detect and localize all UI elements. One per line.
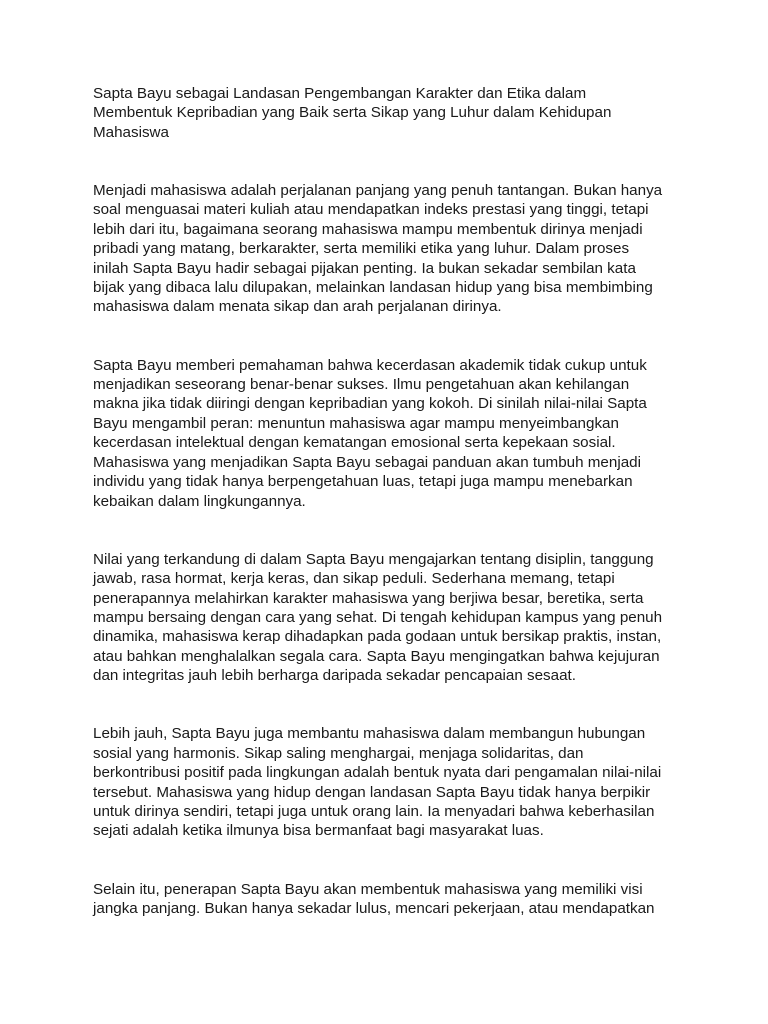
text-line: Bayu mengambil peran: menuntun mahasiswa agar mampu menyeimbangkan xyxy=(93,414,619,432)
text-line: Mahasiswa yang menjadikan Sapta Bayu sebagai panduan akan tumbuh menjadi xyxy=(93,453,641,471)
paragraph-4 xyxy=(93,724,683,840)
text-line: tersebut. Mahasiswa yang hidup dengan landasan Sapta Bayu tidak hanya berpikir xyxy=(93,783,651,801)
text-line: atau bahkan menghalalkan segala cara. Sapta Bayu mengingatkan bahwa kejujuran xyxy=(93,647,660,665)
text-line: individu yang tidak hanya berpengetahuan luas, tetapi juga mampu menebarkan xyxy=(93,473,633,491)
text-line: menjadikan seseorang benar-benar sukses. Ilmu pengetahuan akan kehilangan xyxy=(93,376,630,394)
text-line: dinamika, mahasiswa kerap dihadapkan pada godaan untuk bersikap praktis, instan, xyxy=(93,628,662,646)
title-line: Sapta Bayu sebagai Landasan Pengembangan Karakter dan Etika dalam xyxy=(93,85,587,102)
text-line: Nilai yang terkandung di dalam Sapta Bayu mengajarkan tentang disiplin, tanggung xyxy=(93,550,654,568)
paragraph-1 xyxy=(93,181,683,317)
document-title xyxy=(93,84,683,142)
text-line: Menjadi mahasiswa adalah perjalanan panjang yang penuh tantangan. Bukan hanya xyxy=(93,182,663,200)
text-line: kebaikan dalam lingkungannya. xyxy=(93,492,306,510)
text-line: Selain itu, penerapan Sapta Bayu akan membentuk mahasiswa yang memiliki visi xyxy=(93,880,643,898)
title-line: Mahasiswa xyxy=(93,123,169,141)
text-line: jangka panjang. Bukan hanya sekadar lulus, mencari pekerjaan, atau mendapatkan xyxy=(93,899,655,917)
text-line: Lebih jauh, Sapta Bayu juga membantu mahasiswa dalam membangun hubungan xyxy=(93,725,646,743)
paragraph-3 xyxy=(93,550,683,686)
text-line: mampu bersaing dengan cara yang sehat. Di tengah kehidupan kampus yang penuh xyxy=(93,608,663,626)
text-line: Sapta Bayu memberi pemahaman bahwa kecerdasan akademik tidak cukup untuk xyxy=(93,356,647,374)
text-line: dan integritas jauh lebih berharga daripada sekadar pencapaian sesaat. xyxy=(93,667,576,685)
text-line: sosial yang harmonis. Sikap saling menghargai, menjaga solidaritas, dan xyxy=(93,744,584,762)
text-line: penerapannya melahirkan karakter mahasiswa yang berjiwa besar, beretika, serta xyxy=(93,589,644,607)
text-line: inilah Sapta Bayu hadir sebagai pijakan penting. Ia bukan sekadar sembilan kata xyxy=(93,259,636,277)
paragraph-2 xyxy=(93,356,683,511)
text-line: kecerdasan intelektual dengan kematangan emosional serta kepekaan sosial. xyxy=(93,434,616,452)
text-line: sejati adalah ketika ilmunya bisa bermanfaat bagi masyarakat luas. xyxy=(93,822,544,840)
text-line: soal menguasai materi kuliah atau mendapatkan indeks prestasi yang tinggi, tetapi xyxy=(93,201,649,219)
paragraph-5 xyxy=(93,880,683,919)
text-line: pribadi yang matang, berkarakter, serta memiliki etika yang luhur. Dalam proses xyxy=(93,240,630,258)
text-line: jawab, rasa hormat, kerja keras, dan sikap peduli. Sederhana memang, tetapi xyxy=(93,570,615,588)
text-line: lebih dari itu, bagaimana seorang mahasiswa mampu membentuk dirinya menjadi xyxy=(93,220,643,238)
text-line: untuk dirinya sendiri, tetapi juga untuk orang lain. Ia menyadari bahwa keberhasilan xyxy=(93,802,655,820)
text-line: bijak yang dibaca lalu dilupakan, melainkan landasan hidup yang bisa membimbing xyxy=(93,279,653,297)
text-line: makna jika tidak diiringi dengan kepribadian yang kokoh. Di sinilah nilai-nilai Sapta xyxy=(93,395,647,413)
title-line: Membentuk Kepribadian yang Baik serta Sikap yang Luhur dalam Kehidupan xyxy=(93,104,612,122)
text-line: berkontribusi positif pada lingkungan adalah bentuk nyata dari pengamalan nilai-nilai xyxy=(93,764,662,782)
document-body xyxy=(93,84,683,957)
text-line: mahasiswa dalam menata sikap dan arah perjalanan dirinya. xyxy=(93,298,502,316)
